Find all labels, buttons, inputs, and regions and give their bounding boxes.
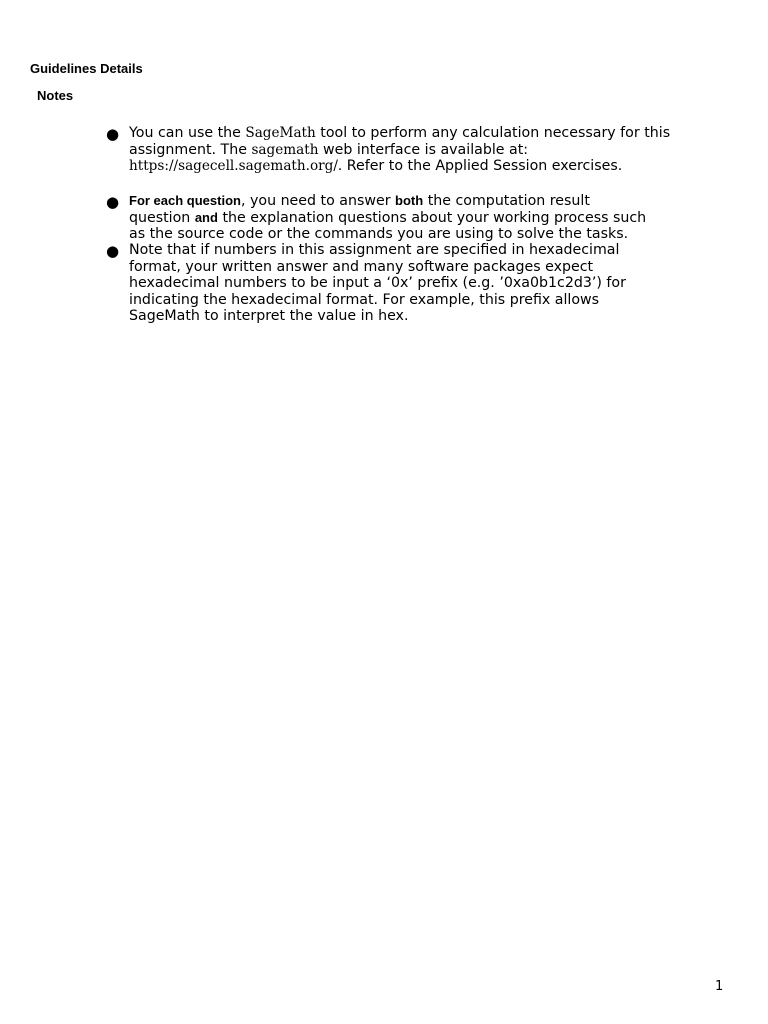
note-text: You can use the SageMath tool to perform any calculation necessary for this assignment. The sagemath web interface is available at: https://sagecell.sagemath.org/. Refer to the Applied Session exercises. xyxy=(129,125,671,174)
bullet-icon: ● xyxy=(106,242,120,260)
bullet-icon: ● xyxy=(106,125,120,143)
list-item xyxy=(106,125,696,175)
tool-name: SageMath xyxy=(245,125,316,141)
page-number: 1 xyxy=(715,979,724,994)
bullet-icon: ● xyxy=(106,193,120,211)
list-item xyxy=(106,242,666,325)
sagecell-url: https://sagecell.sagemath.org/. xyxy=(129,158,343,174)
section-title: Guidelines Details xyxy=(30,61,143,76)
list-item xyxy=(106,193,666,243)
note-text: For each question, you need to answer both the computation result question and the explanation questions about your working process such as the source code or the commands you are using to solve the tasks. xyxy=(129,193,647,242)
tool-name-lower: sagemath xyxy=(251,141,319,158)
subsection-title: Notes xyxy=(37,88,74,103)
note-text: Note that if numbers in this assignment are specified in hexadecimal format, your written answer and many software packages expect hexadecimal numbers to be input a ‘0x’ prefix (e.g. ’0xa0b1c2d3’) for indicating the hexadecimal format. For example, this prefix allows SageMath to interpret the value in hex. xyxy=(129,242,626,324)
